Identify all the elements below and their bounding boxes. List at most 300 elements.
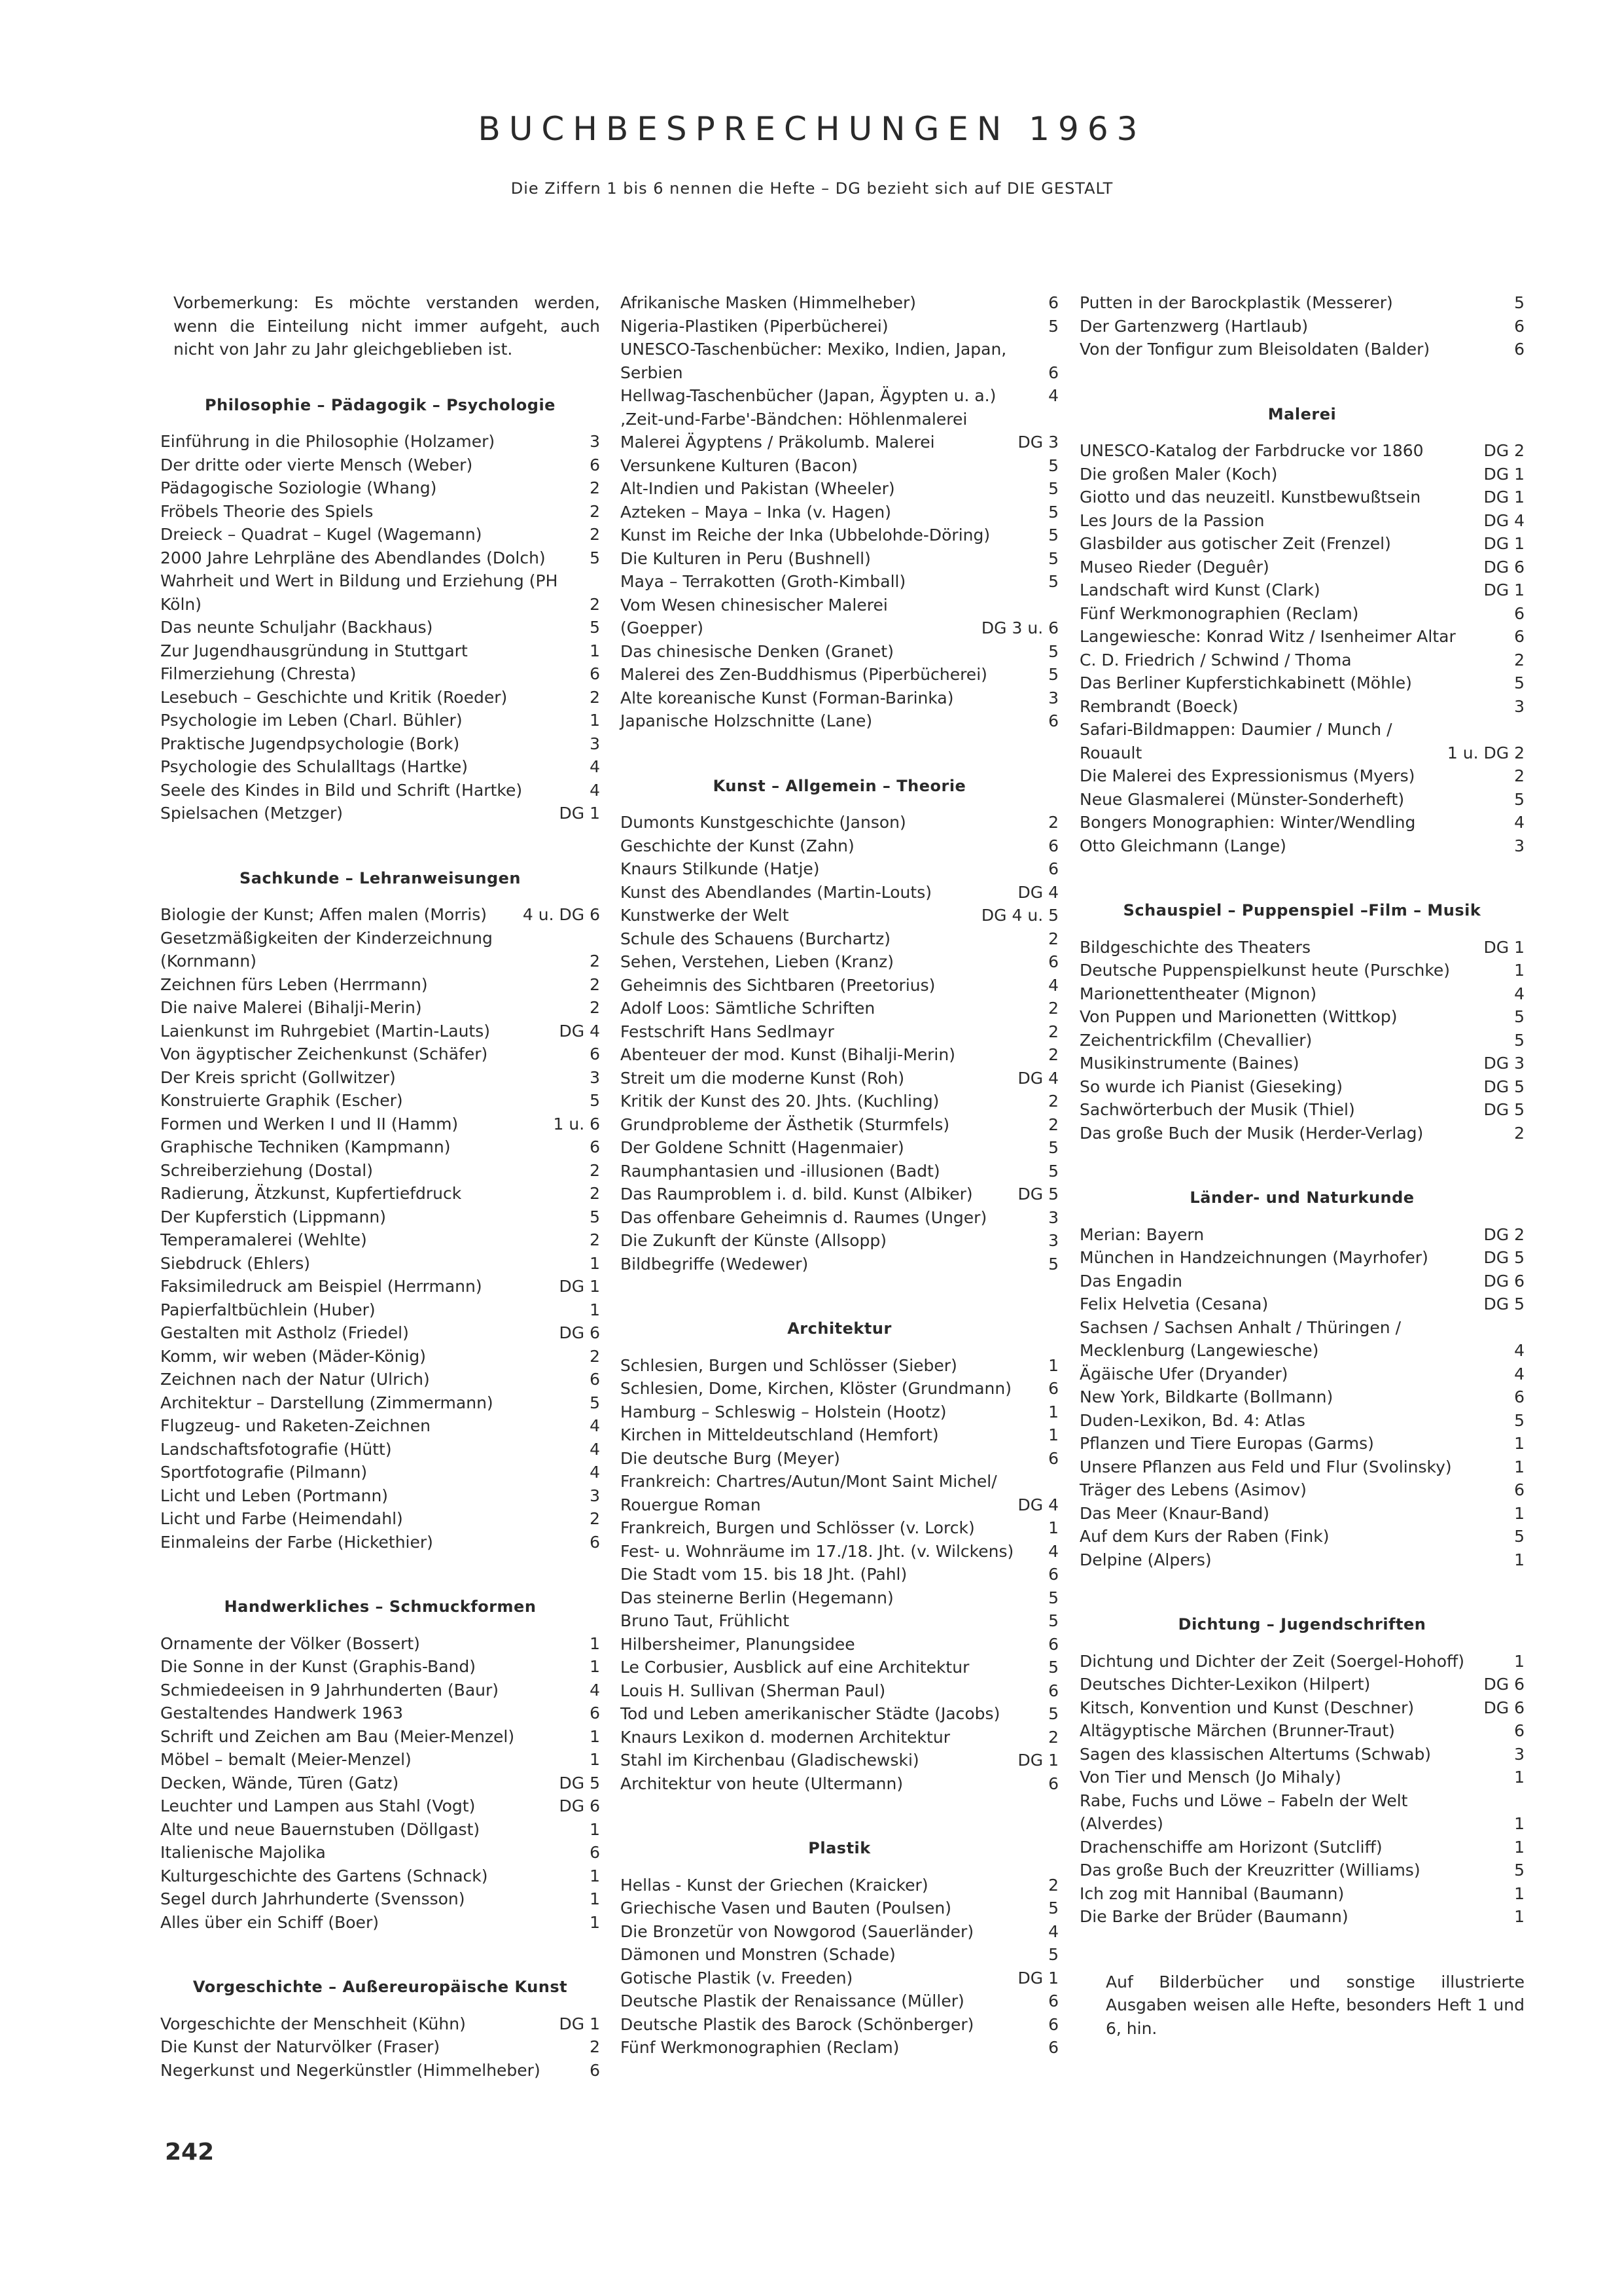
book-entry xyxy=(160,1066,600,1090)
issue-reference: 6 xyxy=(1514,1480,1525,1499)
book-title: Sachsen / Sachsen Anhalt / Thüringen / Mecklenburg (Langewiesche) xyxy=(1080,1317,1401,1360)
book-entry xyxy=(620,291,1059,315)
column-3 xyxy=(1080,291,1525,2040)
book-entry xyxy=(620,1563,1059,1586)
book-entry xyxy=(620,1229,1059,1253)
book-entry xyxy=(160,2059,600,2082)
book-title: Glasbilder aus gotischer Zeit (Frenzel) xyxy=(1080,534,1391,553)
issue-reference: 6 xyxy=(1514,1721,1525,1740)
book-title: Abenteuer der mod. Kunst (Bihalji-Merin) xyxy=(620,1045,955,1064)
book-title: Azteken – Maya – Inka (v. Hagen) xyxy=(620,502,892,522)
issue-reference: DG 5 xyxy=(559,1773,600,1793)
book-title: Graphische Techniken (Kampmann) xyxy=(160,1137,451,1156)
book-entry xyxy=(160,1679,600,1702)
issue-reference: DG 6 xyxy=(559,1796,600,1815)
book-title: Seele des Kindes in Bild und Schrift (Hartke) xyxy=(160,780,523,800)
book-title: Kulturgeschichte des Gartens (Schnack) xyxy=(160,1866,488,1885)
book-entry xyxy=(1080,1719,1525,1743)
issue-reference: 5 xyxy=(1048,1945,1059,1964)
issue-reference: 4 xyxy=(1514,1364,1525,1383)
issue-reference: DG 1 xyxy=(1483,937,1525,957)
book-entry xyxy=(620,811,1059,834)
issue-reference: 2 xyxy=(1048,1115,1059,1134)
book-title: Safari-Bildmappen: Daumier / Munch / Rouault xyxy=(1080,720,1392,762)
book-entry xyxy=(160,755,600,779)
book-entry xyxy=(1080,649,1525,672)
book-entry xyxy=(1080,1270,1525,1293)
book-entry xyxy=(1080,1905,1525,1929)
book-entry xyxy=(160,1414,600,1438)
book-entry xyxy=(1080,718,1525,764)
book-title: Der dritte oder vierte Mensch (Weber) xyxy=(160,455,473,474)
book-title: Landschaftsfotografie (Hütt) xyxy=(160,1439,392,1459)
book-entry xyxy=(1080,695,1525,719)
book-title: Gotische Plastik (v. Freeden) xyxy=(620,1968,853,1988)
issue-reference: 2 xyxy=(1048,1875,1059,1895)
book-entry xyxy=(620,1470,1059,1516)
book-entry xyxy=(160,1748,600,1772)
book-title: Spielsachen (Metzger) xyxy=(160,804,344,823)
book-title: Laienkunst im Ruhrgebiet (Martin-Lauts) xyxy=(160,1021,491,1041)
issue-reference: 1 xyxy=(1514,1550,1525,1569)
book-title: Komm, wir weben (Mäder-König) xyxy=(160,1346,426,1366)
book-title: Psychologie des Schulalltags (Hartke) xyxy=(160,757,468,776)
book-title: Versunkene Kulturen (Bacon) xyxy=(620,455,858,475)
book-entry xyxy=(620,1726,1059,1749)
book-title: Das große Buch der Musik (Herder-Verlag) xyxy=(1080,1123,1424,1143)
book-title: ‚Zeit-und-Farbe'-Bändchen: Höhlenmalerei Malerei Ägyptens / Präkolumb. Malerei xyxy=(620,409,968,452)
book-entry xyxy=(1080,1766,1525,1789)
book-entry xyxy=(1080,1673,1525,1696)
issue-reference: 4 xyxy=(1048,1541,1059,1561)
book-entry xyxy=(620,315,1059,338)
book-title: Die großen Maler (Koch) xyxy=(1080,464,1278,484)
book-title: Decken, Wände, Türen (Gatz) xyxy=(160,1773,399,1793)
issue-reference: 4 xyxy=(590,1416,600,1435)
issue-reference: DG 1 xyxy=(1483,488,1525,507)
book-title: Schlesien, Dome, Kirchen, Klöster (Grundmann) xyxy=(620,1379,1012,1398)
book-title: Delpine (Alpers) xyxy=(1080,1550,1212,1569)
book-entry xyxy=(160,2035,600,2059)
issue-reference: 1 xyxy=(590,1253,600,1273)
issue-reference: 5 xyxy=(1048,1254,1059,1274)
book-title: Praktische Jugendpsychologie (Bork) xyxy=(160,734,460,753)
book-entry xyxy=(160,430,600,454)
book-entry xyxy=(620,2013,1059,2037)
issue-reference: 1 xyxy=(590,1819,600,1839)
book-title: Formen und Werken I und II (Hamm) xyxy=(160,1114,459,1133)
book-entry xyxy=(620,1043,1059,1067)
book-entry xyxy=(1080,1882,1525,1906)
issue-reference: 6 xyxy=(590,1704,600,1722)
book-title: Dreieck – Quadrat – Kugel (Wagemann) xyxy=(160,525,482,544)
book-entry xyxy=(620,1090,1059,1113)
issue-reference: 5 xyxy=(1514,1527,1525,1546)
book-title: Das Engadin xyxy=(1080,1271,1183,1291)
book-title: Nigeria-Plastiken (Piperbücherei) xyxy=(620,316,889,336)
book-title: UNESCO-Taschenbücher: Mexiko, Indien, Japan, Serbien xyxy=(620,340,1007,382)
section-heading: Schauspiel – Puppenspiel –Film – Musik xyxy=(1123,901,1481,919)
issue-reference: DG 6 xyxy=(1483,1271,1525,1291)
book-entry xyxy=(1080,834,1525,858)
book-title: Alte koreanische Kunst (Forman-Barinka) xyxy=(620,688,954,707)
book-title: Das offenbare Geheimnis d. Raumes (Unger) xyxy=(620,1207,987,1227)
book-title: Lesebuch – Geschichte und Kritik (Roeder) xyxy=(160,687,508,707)
book-entry xyxy=(160,1368,600,1391)
book-entry xyxy=(1080,1478,1525,1502)
issue-reference: 5 xyxy=(1048,479,1059,498)
book-title: Unsere Pflanzen aus Feld und Flur (Svolinsky) xyxy=(1080,1457,1452,1476)
issue-reference: 6 xyxy=(1048,1379,1059,1398)
book-title: So wurde ich Pianist (Gieseking) xyxy=(1080,1077,1343,1096)
issue-reference: 5 xyxy=(1048,1704,1059,1723)
book-entry xyxy=(160,1438,600,1461)
issue-reference: 6 xyxy=(1514,340,1525,359)
book-entry xyxy=(620,1377,1059,1401)
book-title: Japanische Holzschnitte (Lane) xyxy=(620,711,873,730)
section-heading: Philosophie – Pädagogik – Psychologie xyxy=(205,395,556,414)
book-entry xyxy=(620,1609,1059,1633)
section-vorgeschichte xyxy=(160,1976,600,2082)
issue-reference: DG 6 xyxy=(1483,557,1525,577)
book-title: Schreiberziehung (Dostal) xyxy=(160,1160,373,1180)
issue-reference: 2 xyxy=(590,1160,600,1180)
book-entry xyxy=(160,546,600,570)
book-entry xyxy=(1080,1502,1525,1526)
book-title: Vorgeschichte der Menschheit (Kühn) xyxy=(160,2014,466,2033)
page-subtitle: Die Ziffern 1 bis 6 nennen die Hefte – DG bezieht sich auf DIE GESTALT xyxy=(510,179,1114,198)
issue-reference: 4 xyxy=(1514,813,1525,832)
issue-reference: 1 xyxy=(590,1889,600,1908)
issue-reference: 5 xyxy=(590,1393,600,1412)
book-entry xyxy=(620,1206,1059,1230)
issue-reference: 1 xyxy=(590,1633,600,1653)
book-title: UNESCO-Katalog der Farbdrucke vor 1860 xyxy=(1080,441,1424,460)
book-title: Kunstwerke der Welt xyxy=(620,906,789,925)
book-title: Die deutsche Burg (Meyer) xyxy=(620,1448,840,1468)
issue-reference: 1 u. DG 2 xyxy=(1447,743,1525,762)
issue-reference: 2 xyxy=(590,1184,600,1203)
book-title: Psychologie im Leben (Charl. Bühler) xyxy=(160,711,463,730)
book-entry xyxy=(160,1531,600,1554)
book-title: Temperamalerei (Wehlte) xyxy=(160,1230,367,1249)
book-title: Alles über ein Schiff (Boer) xyxy=(160,1912,379,1932)
book-entry xyxy=(160,779,600,802)
book-entry xyxy=(160,1507,600,1531)
book-title: Duden-Lexikon, Bd. 4: Atlas xyxy=(1080,1410,1305,1430)
book-entry xyxy=(160,1794,600,1818)
book-title: Möbel – bemalt (Meier-Menzel) xyxy=(160,1750,412,1769)
book-entry xyxy=(620,1679,1059,1703)
book-title: Bildgeschichte des Theaters xyxy=(1080,937,1311,957)
book-title: Frankreich: Chartres/Autun/Mont Saint Michel/ Rouergue Roman xyxy=(620,1472,997,1514)
book-entry xyxy=(160,1321,600,1345)
issue-reference: 6 xyxy=(590,1044,600,1063)
book-title: Der Goldene Schnitt (Hagenmaier) xyxy=(620,1138,904,1157)
book-entry xyxy=(160,639,600,663)
book-entry xyxy=(620,1540,1059,1563)
issue-reference: 6 xyxy=(590,455,600,474)
section-plastik xyxy=(620,1837,1059,2060)
book-entry xyxy=(1080,1098,1525,1122)
book-title: Der Gartenzwerg (Hartlaub) xyxy=(1080,316,1309,336)
book-entry xyxy=(1080,1029,1525,1052)
issue-reference: 6 xyxy=(1514,627,1525,646)
book-title: Licht und Farbe (Heimendahl) xyxy=(160,1509,403,1528)
book-title: Zeichentrickfilm (Chevallier) xyxy=(1080,1030,1313,1050)
book-entry xyxy=(1080,556,1525,579)
book-entry xyxy=(160,686,600,709)
book-entry xyxy=(620,454,1059,478)
book-title: Die Kunst der Naturvölker (Fraser) xyxy=(160,2037,440,2056)
book-entry xyxy=(620,1516,1059,1540)
book-title: Ägäische Ufer (Dryander) xyxy=(1080,1364,1288,1383)
book-entry xyxy=(620,1447,1059,1471)
book-title: Kitsch, Konvention und Kunst (Deschner) xyxy=(1080,1698,1415,1717)
book-title: Streit um die moderne Kunst (Roh) xyxy=(620,1068,905,1088)
book-entry xyxy=(1080,1409,1525,1433)
issue-reference: 5 xyxy=(1514,789,1525,809)
book-entry xyxy=(1080,532,1525,556)
issue-reference: 6 xyxy=(1048,2014,1059,2034)
issue-reference: 1 xyxy=(1514,1768,1525,1787)
book-title: Raumphantasien und -illusionen (Badt) xyxy=(620,1161,940,1181)
issue-reference: 6 xyxy=(590,664,600,683)
section-vorgeschichte-continued xyxy=(620,291,1059,733)
issue-reference: 2 xyxy=(1048,1092,1059,1111)
issue-reference: 4 xyxy=(1048,975,1059,995)
book-entry xyxy=(160,1865,600,1888)
book-entry xyxy=(160,1484,600,1508)
book-title: Das Berliner Kupferstichkabinett (Möhle) xyxy=(1080,673,1412,692)
book-title: Merian: Bayern xyxy=(1080,1224,1205,1244)
book-title: Langewiesche: Konrad Witz / Isenheimer Altar xyxy=(1080,627,1456,646)
section-heading: Architektur xyxy=(787,1319,892,1338)
book-title: Rabe, Fuchs und Löwe – Fabeln der Welt (Alverdes) xyxy=(1080,1791,1408,1833)
book-entry xyxy=(160,1159,600,1183)
issue-reference: 5 xyxy=(1048,455,1059,475)
issue-reference: DG 5 xyxy=(1483,1248,1525,1267)
book-entry xyxy=(1080,1385,1525,1409)
book-title: Das Raumproblem i. d. bild. Kunst (Albiker) xyxy=(620,1185,973,1204)
issue-reference: 3 xyxy=(1048,688,1059,707)
book-title: Gestaltendes Handwerk 1963 xyxy=(160,1704,404,1722)
issue-reference: 2 xyxy=(1048,1045,1059,1064)
book-entry xyxy=(160,1772,600,1795)
book-entry xyxy=(620,927,1059,951)
issue-reference: 6 xyxy=(590,1843,600,1862)
book-entry xyxy=(620,857,1059,881)
issue-reference: 4 xyxy=(590,1463,600,1482)
issue-reference: 1 xyxy=(590,1657,600,1676)
book-title: Giotto und das neuzeitl. Kunstbewußtsein xyxy=(1080,488,1421,507)
book-entry xyxy=(620,1633,1059,1656)
issue-reference: 1 xyxy=(1514,961,1525,980)
issue-reference: 5 xyxy=(1048,1138,1059,1157)
book-title: Die Kulturen in Peru (Bushnell) xyxy=(620,548,871,568)
issue-reference: 5 xyxy=(1048,1611,1059,1630)
book-entry xyxy=(160,1345,600,1368)
book-entry xyxy=(160,1911,600,1935)
book-entry xyxy=(160,616,600,639)
book-title: Fest- u. Wohnräume im 17./18. Jht. (v. Wilckens) xyxy=(620,1541,1014,1561)
book-entry xyxy=(1080,602,1525,626)
section-plastik-continued xyxy=(1080,291,1525,361)
issue-reference: 6 xyxy=(1048,1448,1059,1468)
book-entry xyxy=(1080,1293,1525,1316)
book-entry xyxy=(160,500,600,524)
page-title: BUCHBESPRECHUNGEN 1963 xyxy=(478,110,1146,148)
book-title: Bildbegriffe (Wedewer) xyxy=(620,1254,809,1274)
book-entry xyxy=(160,1252,600,1276)
book-entry xyxy=(620,524,1059,547)
issue-reference: 6 xyxy=(1048,952,1059,971)
issue-reference: 6 xyxy=(1048,293,1059,312)
book-entry xyxy=(1080,509,1525,533)
issue-reference: 5 xyxy=(1048,1899,1059,1918)
book-entry xyxy=(620,1656,1059,1679)
issue-reference: 5 xyxy=(1048,548,1059,568)
book-entry xyxy=(1080,811,1525,834)
book-entry xyxy=(160,1228,600,1252)
book-title: Grundprobleme der Ästhetik (Sturmfels) xyxy=(620,1115,950,1134)
book-title: Schlesien, Burgen und Schlösser (Sieber) xyxy=(620,1355,957,1375)
issue-reference: 4 xyxy=(590,757,600,776)
book-entry xyxy=(1080,1743,1525,1766)
book-entry xyxy=(620,338,1059,384)
book-title: Von ägyptischer Zeichenkunst (Schäfer) xyxy=(160,1044,488,1063)
book-title: Fünf Werkmonographien (Reclam) xyxy=(620,2038,900,2057)
book-entry xyxy=(620,1990,1059,2013)
section-architektur xyxy=(620,1317,1059,1795)
book-title: Das Meer (Knaur-Band) xyxy=(1080,1503,1270,1523)
section-schauspiel xyxy=(1080,899,1525,1145)
book-title: Von der Tonfigur zum Bleisoldaten (Balder) xyxy=(1080,340,1430,359)
issue-reference: 1 xyxy=(1514,1907,1525,1926)
book-entry xyxy=(160,709,600,732)
issue-reference: 3 xyxy=(1048,1231,1059,1250)
book-title: Schule des Schauens (Burchartz) xyxy=(620,929,891,948)
book-entry xyxy=(620,950,1059,974)
book-entry xyxy=(160,1113,600,1136)
issue-reference: DG 6 xyxy=(1483,1698,1525,1717)
issue-reference: 5 xyxy=(1048,641,1059,661)
issue-reference: 6 xyxy=(1048,1634,1059,1654)
book-entry xyxy=(160,1205,600,1229)
issue-reference: 2 xyxy=(590,501,600,521)
book-entry xyxy=(160,2012,600,2036)
book-entry xyxy=(1080,338,1525,361)
issue-reference: 1 xyxy=(590,711,600,730)
book-title: Sehen, Verstehen, Lieben (Kranz) xyxy=(620,952,894,971)
book-title: Maya – Terrakotten (Groth-Kimball) xyxy=(620,572,906,591)
issue-reference: 2 xyxy=(590,1230,600,1249)
issue-reference: 2 xyxy=(1048,1022,1059,1041)
issue-reference: 2 xyxy=(590,998,600,1017)
book-entry xyxy=(620,1920,1059,1944)
book-title: Träger des Lebens (Asimov) xyxy=(1080,1480,1307,1499)
issue-reference: 3 xyxy=(1514,696,1525,716)
book-entry xyxy=(160,996,600,1020)
issue-reference: 5 xyxy=(1514,1410,1525,1430)
book-title: Filmerziehung (Chresta) xyxy=(160,664,357,683)
issue-reference: 5 xyxy=(1048,665,1059,684)
issue-reference: 1 xyxy=(590,1750,600,1769)
issue-reference: DG 2 xyxy=(1483,1224,1525,1244)
issue-reference: 2 xyxy=(1048,813,1059,832)
book-entry xyxy=(620,997,1059,1020)
issue-reference: 5 xyxy=(1514,1007,1525,1026)
issue-reference: 5 xyxy=(590,548,600,567)
book-title: Louis H. Sullivan (Sherman Paul) xyxy=(620,1681,886,1700)
issue-reference: 1 xyxy=(590,1300,600,1319)
book-title: Griechische Vasen und Bauten (Poulsen) xyxy=(620,1899,951,1918)
issue-reference: 5 xyxy=(1048,316,1059,336)
issue-reference: 2 xyxy=(590,478,600,497)
book-title: Faksimiledruck am Beispiel (Herrmann) xyxy=(160,1277,482,1296)
issue-reference: 5 xyxy=(1048,1161,1059,1181)
book-entry xyxy=(160,1632,600,1656)
book-entry xyxy=(160,1391,600,1415)
book-title: Kunst im Reiche der Inka (Ubbelohde-Döring) xyxy=(620,526,991,544)
book-title: Altägyptische Märchen (Brunner-Traut) xyxy=(1080,1721,1395,1740)
book-title: Neue Glasmalerei (Münster-Sonderheft) xyxy=(1080,789,1405,809)
book-entry xyxy=(620,2036,1059,2060)
book-title: Von Tier und Mensch (Jo Mihaly) xyxy=(1080,1768,1341,1787)
issue-reference: 5 xyxy=(590,1091,600,1110)
section-dichtung xyxy=(1080,1613,1525,1929)
book-title: Schrift und Zeichen am Bau (Meier-Menzel) xyxy=(160,1726,515,1746)
book-entry xyxy=(1080,1696,1525,1720)
book-entry xyxy=(620,640,1059,664)
issue-reference: 1 xyxy=(1514,1883,1525,1903)
issue-reference: 6 xyxy=(1048,859,1059,878)
issue-reference: DG 3 u. 6 xyxy=(981,618,1059,637)
section-heading: Plastik xyxy=(808,1839,871,1857)
issue-reference: DG 1 xyxy=(1483,534,1525,553)
issue-reference: 1 xyxy=(1048,1355,1059,1375)
issue-reference: 5 xyxy=(1514,1861,1525,1880)
book-entry xyxy=(160,662,600,686)
book-entry xyxy=(160,927,600,973)
book-entry xyxy=(1080,1525,1525,1548)
book-title: Les Jours de la Passion xyxy=(1080,510,1265,530)
book-title: Zeichnen nach der Natur (Ulrich) xyxy=(160,1370,430,1389)
book-entry xyxy=(620,974,1059,997)
issue-reference: 5 xyxy=(1048,526,1059,544)
book-entry xyxy=(620,570,1059,594)
issue-reference: 3 xyxy=(590,734,600,753)
book-entry xyxy=(620,663,1059,687)
book-title: Deutsche Puppenspielkunst heute (Purschke) xyxy=(1080,961,1451,980)
book-entry xyxy=(1080,1455,1525,1479)
section-kunst xyxy=(620,775,1059,1276)
book-entry xyxy=(620,1113,1059,1137)
issue-reference: 5 xyxy=(1514,1030,1525,1050)
issue-reference: 6 xyxy=(1048,836,1059,855)
book-entry xyxy=(1080,1223,1525,1247)
issue-reference: 2 xyxy=(1514,1123,1525,1143)
book-entry xyxy=(1080,463,1525,486)
issue-reference: 6 xyxy=(1048,1681,1059,1700)
book-entry xyxy=(1080,1316,1525,1363)
book-entry xyxy=(160,1089,600,1113)
book-entry xyxy=(1080,439,1525,463)
book-title: Zur Jugendhausgründung in Stuttgart xyxy=(160,641,468,660)
book-entry xyxy=(160,454,600,477)
issue-reference: 1 xyxy=(590,1866,600,1885)
issue-reference: 4 xyxy=(590,1439,600,1459)
